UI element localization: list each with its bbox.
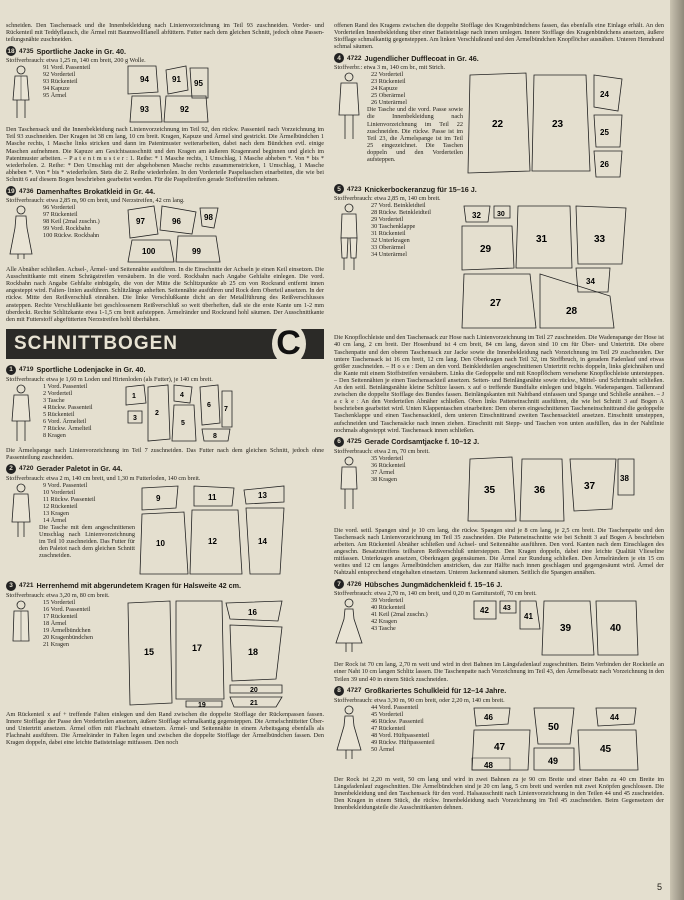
left-column <box>6 22 324 748</box>
article-number: 5 <box>334 184 344 194</box>
person-figure-icon <box>334 455 364 525</box>
piece-label: 5 <box>181 419 185 427</box>
piece-label: 40 <box>610 623 622 635</box>
piece-item: 6 Vord. Ärmelteil <box>43 417 87 425</box>
article-heading <box>6 581 324 591</box>
article-title: Großkariertes Schulkleid für 12–14 Jahre. <box>364 686 507 696</box>
article-title: Knickerbockeranzug für 15–16 J. <box>364 184 477 194</box>
article-text: Der Rock ist 2,20 m weit, 50 cm lang und wird in zwei Bahnen zu je 90 cm Breite und einer Bahn zu 40 cm Breite im Längsfadenlauf zugeschnitten. Die Ärmelbündchen sind je 20 cm lang, 5 cm breit und werden mit zwei Knöpfen geschlossen. Die Innenbekleidung und den Taschensack für den vord. Halsausschnitt nach Linienvorzeichnung in den Teilen 44 und 45 zuschneiden. Den Kragen in einem Stück, die rückw. Innenbekleidung nach Vorzeichnung im Teil 45 zuschneiden. Beim Gegensetzen der Innenbekleidungsteile die Ausschnittkanten dehnen. <box>334 775 664 811</box>
piece-item: 14 Ärmel <box>43 516 67 524</box>
piece-item: 47 Rückenteil <box>371 724 406 732</box>
banner-letter-badge <box>272 323 306 365</box>
piece-label: 31 <box>536 234 548 246</box>
person-figure-icon <box>334 202 364 332</box>
piece-item: 94 Kapuze <box>43 85 70 93</box>
article-heading <box>334 53 664 63</box>
piece-label: 8 <box>213 432 217 440</box>
article-entry <box>334 71 664 181</box>
piece-item: 24 Kapuze <box>371 85 398 93</box>
piece-label: 92 <box>180 105 189 115</box>
piece-item: 39 Vorderteil <box>371 597 404 605</box>
piece-label: 16 <box>248 607 257 617</box>
fabric-requirement: Stoffverbrauch: etwa 1,25 m, 140 cm breit, 200 g Wolle. <box>6 57 146 65</box>
piece-item: 15 Vorderteil <box>43 598 76 606</box>
article-title: Hübsches Jungmädchenkleid f. 15–16 J. <box>364 579 503 589</box>
piece-label: 48 <box>484 760 493 770</box>
piece-label: 23 <box>552 119 564 131</box>
article-text: Die Tasche und die vord. Passe sowie die Innenbekleidung nach Linienvorzeichnung im Teil 22 zuschneiden. Die rückw. Passe ist im Teil 23, die Ärmelspange ist im Teil 25 eingezeichnet. Die Taschen doppeln und den Vorderteilen aufsteppen. <box>367 106 463 164</box>
article-text: Die vord. seitl. Spangen sind je 10 cm lang, die rückw. Spangen sind je 8 cm lang, je 2,5 cm breit. Die Taschenpatte und den Taschensack nach Linienvorzeichnung im Teil 35 zuschneiden. Die Patteneinschnitte wie bei Schnitt 3 auf Bogen A beschrieben arbeiten. Am Rückenteil Abnäher schließen und Achsel- und Seitennähte ausführen. Den vord. Kanten nach dem Einschlagen des angeschn. Besatzstreifens teilbaren Reißverschluß untersteppen. Den Kragen doppeln, dabei eine leichte Qualität Vlieseline mitfassen. Unterkragen ansetzen, Oberkragen gegensäumen. Die Ärmel zur Rundung schließen. Den Ärmelrändern je ein 15 cm weites und 12 cm langes Ärmelbündchen anstricken, das zur Hälfte nach innen geschlagen und gegengesäumt wird. Ärmel der Nahtzahl entsprechend eingehalten einsetzen. Unteren Jackenrand säumen. Seitlich die Spangen annähen. <box>334 526 664 577</box>
article-code: 4720 <box>19 465 34 473</box>
piece-item: 99 Vord. Rockbahn <box>43 225 91 233</box>
piece-label: 38 <box>620 473 629 483</box>
fabric-requirement: Stoffverbrauch: etwa 2 m, 70 cm breit. <box>334 447 430 455</box>
piece-item: 100 Rückw. Rockbahn <box>43 232 100 240</box>
pieces-list <box>43 482 135 524</box>
piece-item: 92 Vorderteil <box>43 71 76 79</box>
piece-label: 42 <box>480 606 489 616</box>
article-entry <box>6 482 324 578</box>
piece-item: 19 Ärmelbündchen <box>43 626 91 634</box>
piece-item: 50 Ärmel <box>371 745 395 753</box>
article-heading <box>334 686 664 696</box>
article-text: Der Rock ist 70 cm lang, 2,70 m weit und wird in drei Bahnen im Längsfadenlauf zugeschnitten. Beim Verbinden der Rockteile an einer Naht 10 cm langen Schlitz lassen. Die Taschenpatte nach Vorzeichnung im Teil 43, den Ärmelbesatz nach Vorzeichnung in den Teilen 39 und 40 in einem Stück zuschneiden. <box>334 661 664 683</box>
article-code: 4721 <box>19 582 34 590</box>
piece-item: 32 Unterkragen <box>371 237 410 245</box>
article-number: 4 <box>334 53 344 63</box>
piece-item: 3 Tasche <box>43 396 65 404</box>
piece-item: 11 Rückw. Passenteil <box>43 495 96 503</box>
pieces-list <box>43 599 123 709</box>
piece-item: 20 Kragenbündchen <box>43 633 93 641</box>
piece-item: 26 Unterärmel <box>371 99 407 107</box>
piece-item: 36 Rückenteil <box>371 461 406 469</box>
article-title: Damenhaftes Brokatkleid in Gr. 44. <box>36 186 156 196</box>
fabric-requirement: Stoffverbrauch: etwa 2,85 m, 140 cm breit. <box>334 195 441 203</box>
article-title: Gerade Cordsamtjacke f. 10–12 J. <box>364 437 480 447</box>
article-code: 4735 <box>19 47 34 55</box>
piece-item: 28 Rückw. Beinkleidteil <box>371 209 431 217</box>
banner-title: SCHNITTBOGEN <box>14 332 178 354</box>
article-entry <box>334 597 664 659</box>
piece-label: 28 <box>566 306 578 318</box>
article-title: Sportliche Lodenjacke in Gr. 40. <box>36 365 146 375</box>
intro-text-left: schneiden. Den Taschensack und die Innenbekleidung nach Linienvorzeichnung im Teil 93 zuschneiden. Vorder- und Rückenteil mit Teddyflausch, die Ärmel mit Baumwollflanell abfüttern. Futter nach dem gleichen Schnitt, jedoch ohne Passen- teilungsnähte zuschneiden. <box>6 22 324 44</box>
article-text: Die Tasche mit dem angeschnittenen Umschlag nach Linienvorzeichnung im Teil 10 zuschneiden. Das Futter für den Paletot nach dem gleichen Schnitt zuschneiden. <box>39 523 135 560</box>
piece-item: 49 Rückw. Hüftpassenteil <box>371 738 435 746</box>
piece-label: 2 <box>155 409 159 417</box>
piece-item: 22 Vorderteil <box>371 71 404 79</box>
piece-label: 36 <box>534 484 546 496</box>
article-text: Am Rückenteil x auf + treffende Falten einlegen und den Rand zwischen die doppelte Stofflage der Rückenpassen fassen. Innere Stofflage der Passe den Vorderteilen ansetzen, äußere Stofflage schmalkantig gegensteppen. Die Armelschnitteiter Über- und Untertritt ansetzen. Ärmel offen mit Flachnaht einsetzen. Ärmel- und Seitennähte in einem Arbeitsgang ebenfalls als Flachnaht ausführen. Die Ärmelränder in Falten legen und zwischen die doppelte Stofflage der Ärmelbündchen fassen. Den Kragen doppeln, dabei eine leichte Batisteinlage mitfassen. Den noch <box>6 710 324 747</box>
article-number: 8 <box>334 686 344 696</box>
fabric-requirement: Stoffverbrauch: etwa 2,85 m, 90 cm breit, und Nerzstreifen, 42 cm lang. <box>6 197 185 205</box>
article-code: 4723 <box>347 185 362 193</box>
banner-letter: C <box>276 324 302 363</box>
piece-item: 21 Kragen <box>43 640 69 648</box>
pattern-diagram-icon <box>138 482 288 578</box>
piece-label: 34 <box>586 277 595 287</box>
intro-text-right: offenen Rand des Kragens zwischen die doppelte Stofflage des Kragenbündchens fassen, das ebenfalls eine Einlage erhält. An den Vorderteilen Innenbekleidung über einer Batisteinlage nach innen umlegen. Innere Stofflage des Kragenbündchens ansetzen, äußere Stofflage schmalkantig gegensteppen. Am linken Verschlußrand und den Ärmelbündchen Knopflöcher ausnähen. Unteren Hemdrand schmal säumen. <box>334 22 664 51</box>
piece-label: 4 <box>180 391 184 399</box>
article-heading <box>6 464 324 474</box>
piece-label: 10 <box>156 538 165 548</box>
person-figure-icon <box>334 597 364 659</box>
piece-label: 14 <box>258 536 267 546</box>
article-entry <box>334 202 664 332</box>
piece-label: 11 <box>208 492 217 502</box>
piece-item: 27 Vord. Beinkleidteil <box>371 202 426 210</box>
piece-item: 43 Tasche <box>371 625 396 633</box>
pattern-diagram-icon <box>126 204 221 264</box>
pieces-list <box>43 64 123 124</box>
person-figure-icon <box>6 383 36 445</box>
piece-item: 8 Kragen <box>43 431 66 439</box>
piece-label: 91 <box>172 75 181 85</box>
article-entry <box>334 704 664 774</box>
piece-item: 9 Vord. Passenteil <box>43 481 88 489</box>
piece-label: 15 <box>144 646 155 657</box>
right-column <box>334 22 664 813</box>
piece-item: 12 Rückenteil <box>43 502 78 510</box>
article-entry <box>6 599 324 709</box>
article-heading <box>334 184 664 194</box>
piece-item: 46 Rückw. Passenteil <box>371 717 424 725</box>
piece-item: 2 Vorderteil <box>43 389 73 397</box>
piece-label: 20 <box>250 686 258 694</box>
piece-item: 44 Vord. Passenteil <box>371 703 419 711</box>
piece-label: 33 <box>594 234 606 246</box>
piece-label: 43 <box>503 605 511 613</box>
piece-label: 93 <box>140 105 149 115</box>
article-text: Die Knopflochleiste und den Taschensack zur Hose nach Linienvorzeichnung im Teil 27 zuschneiden. Die Wadenspange der Hose ist 40 cm lang, 2 cm breit. Der Hosenbund ist 4 cm breit, 84 cm lang, davon sind 10 cm für Über- und Untertritt. Die obere Taschenpatte und den oberen Taschensack zur Jacke sowie die Innenbekleidung nach Vorzeichnung im Teil 29 zuschneiden. Der untere Taschensack ist 16 cm breit, 12 cm lang. Den Oberkragen nach Teil 32, im Stoffbruch, in geradem Fadenlauf und etwas größer zuschneiden. – H o s e : Dem an den vord. Beinkleidteilen angeschnittenen Untertritt rechts doppeln, links gleichnähen und die Kante mit einem Stoffstreifen versäubern. Links die Gedoppelte und mit Knopflöchern versehene Knopflochleiste untersteppen. – Den Seitennähten je einen Taschensackteil ansetzen. Seiten- und Beinlängsnähte sowie rückw., Mittel- und Schrittnaht schließen. An den seitl. Beinlängsnähte kleine Schlitze lassen. x auf o treffende Bundfalte einlegen und bügeln. Wadenspangen. Taillenrand zwischen die doppelte Stofflage des Bundes fassen. Beinlängskanten mit Nahtband einfassen und Spange und Schließe annähen. – J a c k e : An den Vorderteilen Abnäher schließen. Oben links Patteneinschnitt ausführen, die wie bei Schnitt 3 auf Bogen A beschrieben gearbeitet wird. Unten Klappentaschen einarbeiten: Dem oberen eingeschnittenen Tascheneinschnittrand die gedoppelte Taschenklappe und einen Taschensackteil, dem unteren Einschnittrand zweiten Taschensackteil ansetzen. Einschnitt umsteppen, aufschneiden und Taschensäcke nach innen ziehen. Einschnitt mit Stepp- und Taschen von unten ausfüllen, das in der Nahtlinie nochmals abgesteppt wird. Taschensack innen schließen. <box>334 334 664 434</box>
page-number: 5 <box>656 882 662 892</box>
pattern-diagram-icon <box>466 71 626 181</box>
article-text: Den Taschensack und die Innenbekleidung nach Linienvorzeichnung im Teil 92, den rückw. Passenteil nach Vorzeichnung im Teil 93 zuschneiden. Der Kragen ist 38 cm lang, 10 cm breit. Kragen, Kapuze und Ärmel sind gestrickt. Die Ärmelbündchen 1 Masche rechts, 1 Masche links stricken und dann im Patentmuster weiterarbeiten, dabei nach dem Bündchen evtl. einige Maschen aufnehmen. Die Kapuze am Gesichtsausschnitt und den Kragen am äußeren Kragenrand beginnen und gleich im Patentmuster arbeiten. – P a t e n t m u s t e r : 1. Reihe: * 1 Masche rechts, 1 Umschlag, 1 Masche abheben *. Von * bis * wiederholen. 2. Reihe: * Den Umschlag mit der abgehobenen Masche rechts zusammenstricken, 1 Umschlag, 1 Masche abheben *. Von * bis * wiederholen. Stets die 2. Reihe wiederholen. In den Vorderteile Paspeltaschen einarbeiten, die wie bei Schnitt 6 auf diesem Bogen beschrieben gearbeitet werden. Für die Paspeltreifen gerade Stoffstreifen nehmen. <box>6 126 324 183</box>
person-figure-icon <box>6 204 36 264</box>
fabric-requirement: Stoffverbrauch: etwa je 1,60 m Loden und Hirtenloden (als Futter), je 140 cm breit. <box>6 375 213 383</box>
piece-label: 9 <box>156 493 161 503</box>
piece-label: 18 <box>248 646 259 657</box>
piece-item: 10 Vorderteil <box>43 488 76 496</box>
piece-label: 96 <box>172 217 181 227</box>
pieces-list <box>371 704 467 774</box>
piece-label: 7 <box>224 405 228 413</box>
article-number: 7 <box>334 579 344 589</box>
pattern-diagram-icon <box>466 455 636 525</box>
piece-item: 93 Rückenteil <box>43 78 78 86</box>
person-figure-icon <box>334 71 364 181</box>
piece-label: 37 <box>584 480 596 492</box>
piece-item: 1 Vord. Passenteil <box>43 382 88 390</box>
piece-label: 97 <box>136 217 145 227</box>
pieces-list <box>43 383 121 445</box>
pieces-list <box>371 202 457 332</box>
piece-label: 39 <box>560 623 572 635</box>
piece-item: 5 Rückenteil <box>43 410 75 418</box>
piece-label: 94 <box>140 75 149 85</box>
fabric-requirement: Stoffverbrauch: etwa 2,70 m, 140 cm breit, und 0,20 m Garniturstoff, 70 cm breit. <box>334 590 537 598</box>
article-code: 4719 <box>19 366 34 374</box>
article-entry <box>6 64 324 124</box>
piece-label: 6 <box>207 401 211 409</box>
piece-label: 35 <box>484 484 496 496</box>
person-figure-icon <box>6 64 36 124</box>
piece-label: 99 <box>192 247 201 257</box>
piece-item: 25 Oberärmel <box>371 92 406 100</box>
article-title: Gerader Paletot in Gr. 44. <box>36 464 123 474</box>
piece-item: 38 Kragen <box>371 475 397 483</box>
pieces-list <box>371 71 463 106</box>
piece-item: 91 Vord. Passenteil <box>43 64 91 72</box>
article-code: 4736 <box>19 187 34 195</box>
piece-label: 24 <box>600 90 609 100</box>
fabric-requirement: Stoffverbr.: etwa 3 m, 140 cm br., mit Strich. <box>334 64 446 72</box>
pattern-diagram-icon <box>470 597 640 659</box>
person-figure-icon <box>334 704 364 774</box>
piece-label: 30 <box>497 211 505 219</box>
fabric-requirement: Stoffverbrauch: etwa 3,30 m, 90 cm breit, oder 2,20 m, 140 cm breit. <box>334 696 505 704</box>
pattern-diagram-icon <box>460 202 630 332</box>
article-code: 4725 <box>347 438 362 446</box>
piece-item: 31 Rückenteil <box>371 230 406 238</box>
article-code: 4726 <box>347 580 362 588</box>
piece-item: 96 Vorderteil <box>43 204 76 212</box>
fabric-requirement: Stoffverbrauch: etwa 3,20 m, 80 cm breit. <box>6 591 110 599</box>
article-code: 4727 <box>347 687 362 695</box>
article-text: Alle Abnäher schließen. Achsel-, Ärmel- und Seitennähte ausführen. In die Einschnitte der Achseln je einen Keil einsetzen. Die Ausschnittkante mit einem Schrägstreifen versäubern. In die vord. Rockbahn nach Angabe Gehfalte einlegen. Die vord. Rockbahn nach Angabe Gehfalte einbügeln, die von der Mitte die Schlitzpunkte ab 25 cm von Rockrand entfernt innen angesteppt wird. Falten- linien ausführen. Schlitzlänge anheften. Seitennähte ausführen und Rock dem Oberteil ansetzen. In der rückw. Mitte den Reißverschluß einnähen. Die linke Verschlußkante dicht an der Metallführung des Reißverschlusses ansteppen. Rechte Verschlußkante bei geschlossenem Reißverschluß so weit überheften, daß sie die erste Kante um 1-2 mm überdeckt. Rechte Schlitzkante etwa 1-1,5 cm breit aufsteppen. Ärmelränder und Rockrand hohl säumen. Der Ausschnittkante den mit Futterstoff abgefütterten Nerzstreifen hohl überhähen. <box>6 266 324 323</box>
piece-label: 19 <box>198 701 206 709</box>
piece-label: 29 <box>480 244 492 256</box>
pieces-list <box>371 597 467 659</box>
piece-label: 100 <box>142 247 156 257</box>
piece-item: 23 Rückenteil <box>371 78 406 86</box>
piece-item: 48 Vord. Hüftpassenteil <box>371 731 430 739</box>
piece-item: 30 Taschenklappe <box>371 223 416 231</box>
piece-label: 22 <box>492 119 504 131</box>
piece-label: 25 <box>600 128 609 138</box>
pattern-diagram-icon <box>126 599 286 709</box>
section-banner <box>6 324 324 363</box>
piece-label: 27 <box>490 298 502 310</box>
piece-label: 50 <box>548 721 560 733</box>
article-number: 18 <box>7 47 15 55</box>
person-figure-icon <box>6 599 36 709</box>
article-heading <box>334 437 664 447</box>
pieces-and-text <box>367 71 463 181</box>
piece-item: 41 Keil (2mal zuschn.) <box>371 611 428 619</box>
article-heading <box>6 186 324 196</box>
article-title: Jugendlicher Dufflecoat in Gr. 46. <box>364 53 479 63</box>
piece-item: 4 Rückw. Passenteil <box>43 403 93 411</box>
article-number: 1 <box>6 365 16 375</box>
piece-label: 13 <box>258 490 267 500</box>
piece-label: 95 <box>194 79 203 89</box>
piece-item: 29 Vorderteil <box>371 216 404 224</box>
page-fold-shadow <box>670 0 684 900</box>
piece-item: 34 Unterärmel <box>371 251 407 259</box>
piece-item: 97 Rückenteil <box>43 211 78 219</box>
article-code: 4722 <box>347 54 362 62</box>
piece-label: 41 <box>524 612 533 622</box>
piece-item: 45 Vorderteil <box>371 710 404 718</box>
piece-label: 44 <box>610 712 619 722</box>
article-title: Herrenhemd mit abgerundetem Kragen für Halsweite 42 cm. <box>36 581 241 591</box>
pattern-diagram-icon <box>126 64 211 124</box>
fabric-requirement: Stoffverbrauch: etwa 2 m, 140 cm breit, und 1,30 m Futterloden, 140 cm breit. <box>6 474 201 482</box>
piece-item: 37 Ärmel <box>371 468 395 476</box>
article-heading <box>334 579 664 589</box>
piece-label: 21 <box>250 699 258 707</box>
article-entry <box>6 383 324 445</box>
piece-label: 12 <box>208 536 217 546</box>
article-title: Sportliche Jacke in Gr. 40. <box>36 46 126 56</box>
piece-item: 7 Rückw. Ärmelteil <box>43 424 92 432</box>
article-number: 3 <box>6 581 16 591</box>
piece-item: 18 Ärmel <box>43 619 67 627</box>
pieces-and-text <box>39 482 135 578</box>
piece-item: 33 Oberärmel <box>371 244 406 252</box>
piece-item: 40 Rückenteil <box>371 604 406 612</box>
article-number: 2 <box>6 464 16 474</box>
piece-label: 1 <box>132 392 136 400</box>
piece-label: 45 <box>600 743 612 755</box>
piece-item: 42 Kragen <box>371 618 397 626</box>
pattern-diagram-icon <box>124 383 234 445</box>
piece-label: 17 <box>192 642 203 653</box>
article-number: 6 <box>334 437 344 447</box>
piece-label: 98 <box>204 213 213 223</box>
article-number: 19 <box>7 187 15 195</box>
article-text: Die Ärmelspange nach Linienvorzeichnung im Teil 7 zuschneiden. Das Futter nach dem gleichen Schnitt, jedoch ohne Passenteilung zuschneiden. <box>6 446 324 461</box>
piece-label: 26 <box>600 160 609 170</box>
piece-item: 16 Vord. Passenteil <box>43 605 91 613</box>
pattern-diagram-icon <box>470 704 640 774</box>
piece-item: 95 Ärmel <box>43 92 67 100</box>
piece-label: 3 <box>133 414 137 422</box>
article-heading <box>6 46 324 56</box>
article-entry <box>6 204 324 264</box>
piece-label: 32 <box>472 211 481 221</box>
piece-item: 98 Keil (2mal zuschn.) <box>43 218 100 226</box>
piece-item: 17 Rückenteil <box>43 612 78 620</box>
article-heading <box>6 365 324 375</box>
person-figure-icon <box>6 482 36 578</box>
pieces-list <box>371 455 463 483</box>
piece-item: 35 Vorderteil <box>371 454 404 462</box>
article-entry <box>334 455 664 525</box>
pieces-and-text <box>367 455 463 525</box>
pieces-list <box>43 204 123 264</box>
piece-item: 13 Kragen <box>43 509 69 517</box>
piece-label: 49 <box>548 755 559 766</box>
piece-label: 46 <box>484 712 493 722</box>
piece-label: 47 <box>494 741 506 753</box>
